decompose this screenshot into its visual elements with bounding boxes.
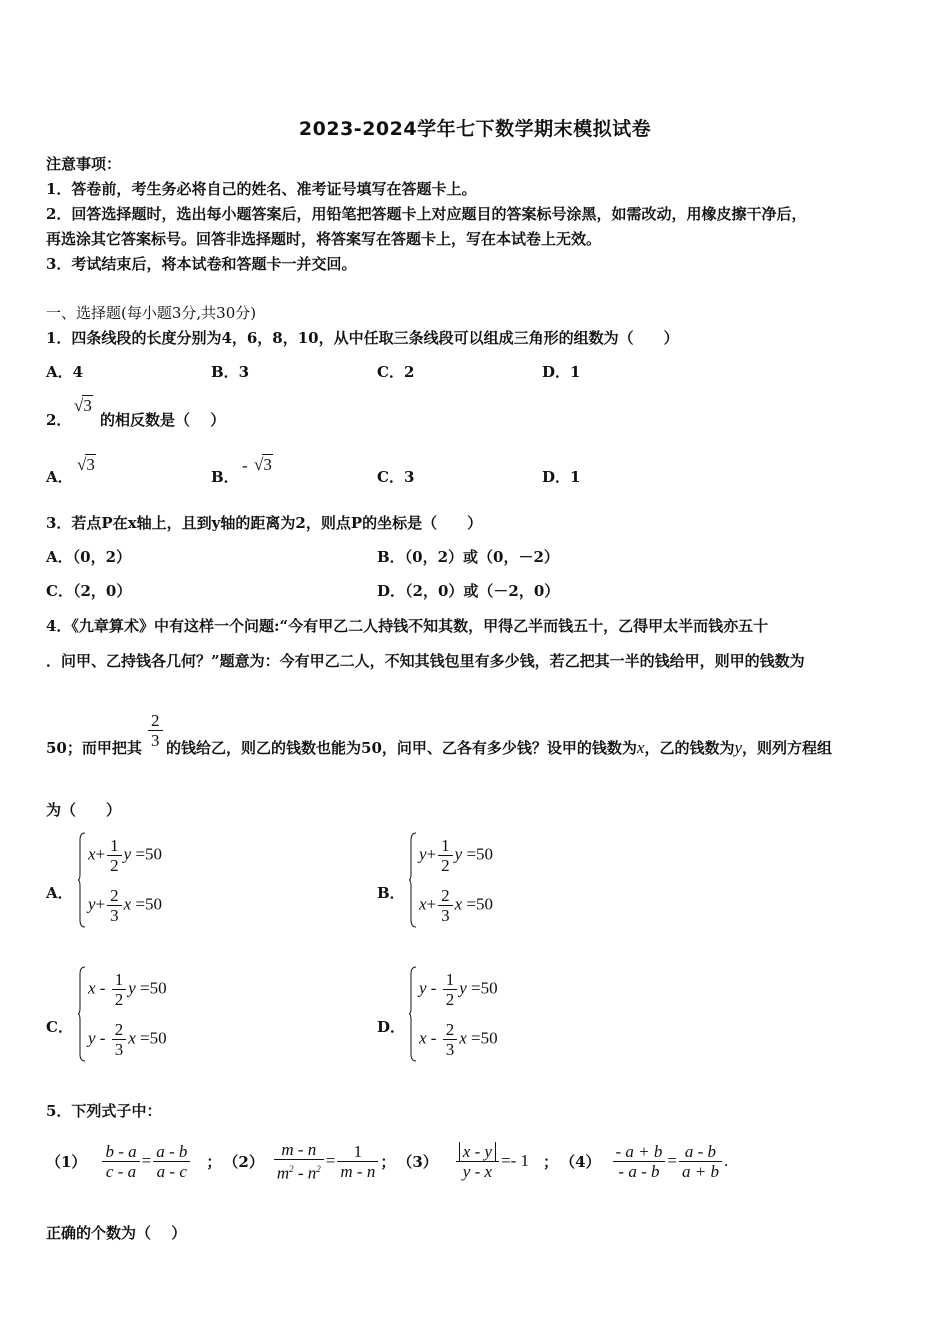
q5-e3-den: y - x [462, 1161, 493, 1181]
q5-e2-sup-m: 2 [289, 1163, 294, 1174]
q5-e4-eq: = [667, 1151, 677, 1170]
q5-e2-den-n: - n [293, 1163, 317, 1183]
q4-line-3c-text: ，乙的钱数为 [644, 739, 735, 757]
eq-value: =50 [471, 1028, 498, 1048]
frac-num: 2 [107, 886, 122, 906]
q5-label-1: （1） [46, 1152, 87, 1171]
q4-line-3d-text: ，则列方程组 [742, 739, 833, 757]
section-heading: 一、选择题(每小题3分,共30分) [46, 304, 257, 322]
q5-e4-right-den: a + b [681, 1161, 719, 1181]
q2-option-d: D．1 [542, 468, 581, 486]
q5-e2-sup-n: 2 [316, 1163, 321, 1174]
q5-e1-right-num: a - b [153, 1142, 190, 1162]
q5-sep-2: ； [380, 1152, 396, 1171]
q2-radicand: 3 [83, 396, 92, 415]
page-title: 2023-2024学年七下数学期末模拟试卷 [298, 118, 652, 140]
q1-option-d: D．1 [542, 363, 581, 381]
frac-den: 3 [110, 906, 119, 925]
q5-expressions [46, 1136, 728, 1186]
q5-e4-left-den: - a - b [618, 1161, 660, 1181]
q5-e1-left-num: b - a [102, 1142, 139, 1162]
q4-line-2: ．问甲、乙持钱各几何？”题意为：今有甲乙二人，不知其钱包里有多少钱，若乙把其一半的钱给甲，则甲的钱数为 [46, 652, 805, 670]
frac-num: 1 [438, 836, 453, 856]
frac-den: 2 [441, 856, 450, 875]
q5-e4-left-num: - a + b [613, 1142, 666, 1162]
q4-var-y: y [734, 738, 742, 757]
brace-icon [78, 832, 86, 928]
frac-num: 2 [443, 1020, 458, 1040]
q4-option-b: B． [377, 884, 405, 902]
q5-e2-right-den: m - n [340, 1161, 376, 1181]
q2-option-a: A． [46, 468, 73, 486]
q4-option-c: C． [46, 1018, 73, 1036]
q4-fraction-den: 3 [151, 731, 160, 750]
op-minus: - [99, 1028, 106, 1048]
frac-num: 1 [107, 836, 122, 856]
eq-value: =50 [466, 894, 494, 914]
q2-option-c: C．3 [377, 468, 415, 486]
op-plus: + [95, 844, 106, 864]
brace-icon [409, 832, 417, 928]
notice-item-1: 1．答卷前，考生务必将自己的姓名、准考证号填写在答题卡上。 [46, 180, 477, 198]
eq-value: =50 [140, 1028, 167, 1048]
q4-line-4: 为（ ） [46, 801, 122, 819]
q2-number: 2． [46, 411, 72, 429]
q5-label-3: （3） [397, 1152, 438, 1171]
q5-e2-right-num: 1 [337, 1142, 378, 1162]
q2-option-a-sqrt: √3 [77, 455, 95, 474]
q5-sep-1: ； [206, 1152, 222, 1171]
frac-den: 3 [114, 1040, 124, 1059]
q5-footer: 正确的个数为（ ） [46, 1224, 187, 1242]
q1-stem: 1．四条线段的长度分别为4，6，8，10，从中任取三条线段可以组成三角形的组数为（ ） [46, 329, 679, 347]
q2-option-b: B． [211, 468, 239, 486]
q5-label-2: （2） [223, 1152, 264, 1171]
op-plus: + [426, 844, 437, 864]
op-minus: - [99, 978, 106, 998]
op-plus: + [426, 894, 437, 914]
notice-item-2: 2．回答选择题时，选出每小题答案后，用铅笔把答题卡上对应题目的答案标号涂黑，如需改动，用橡皮擦干净后， [46, 205, 807, 223]
frac-den: 2 [445, 990, 455, 1009]
frac-den: 3 [441, 906, 450, 925]
notice-heading: 注意事项： [46, 155, 122, 173]
q5-e4-right-num: a - b [679, 1142, 722, 1162]
q2-option-b-sqrt: √3 [254, 455, 272, 474]
notice-item-2-cont: 再选涂其它答案标号。回答非选择题时，将答案写在答题卡上，写在本试卷上无效。 [46, 230, 602, 248]
eq-value: =50 [135, 894, 163, 914]
frac-den: 2 [110, 856, 119, 875]
q3-option-d: D．（2，0）或（－2，0） [377, 582, 560, 600]
notice-item-3: 3．考试结束后，将本试卷和答题卡一并交回。 [46, 255, 357, 273]
q4-fraction [146, 711, 165, 750]
q3-option-c: C．（2，0） [46, 582, 132, 600]
q5-e1-right-den: a - c [156, 1161, 187, 1181]
q2-sqrt: √3 [74, 396, 92, 415]
frac-den: 3 [445, 1040, 455, 1059]
q1-option-c: C．2 [377, 363, 415, 381]
q4-option-a: A． [46, 884, 73, 902]
brace-icon [78, 966, 86, 1062]
q5-e1-eq: = [141, 1151, 152, 1170]
frac-num: 1 [443, 970, 458, 990]
eq-value: =50 [135, 844, 163, 864]
eq-value: =50 [140, 978, 167, 998]
q2-option-a-radicand: 3 [86, 455, 95, 474]
q4-var-x: x [636, 738, 645, 757]
q5-e1-left-den: c - a [105, 1161, 137, 1181]
q4-line-3b-text: 的钱给乙，则乙的钱数也能为50，问甲、乙各有多少钱？设甲的钱数为 [166, 739, 637, 757]
frac-num: 1 [112, 970, 127, 990]
q1-option-b: B．3 [211, 363, 250, 381]
q4-fraction-num: 2 [148, 711, 163, 731]
q4-option-d: D． [377, 1018, 406, 1036]
eq-value: =50 [466, 844, 494, 864]
op-minus: - [430, 978, 437, 998]
q2-option-b-radicand: 3 [263, 455, 272, 474]
eq-value: =50 [471, 978, 498, 998]
frac-num: 2 [112, 1020, 127, 1040]
q3-stem: 3．若点P在x轴上，且到y轴的距离为2，则点P的坐标是（ ） [46, 514, 483, 532]
frac-den: 2 [114, 990, 124, 1009]
q5-e3-abs-num: x - y [459, 1142, 496, 1161]
frac-num: 2 [438, 886, 453, 906]
q5-e2-eq: = [325, 1151, 336, 1170]
q4-line-1: 4．《九章算术》中有这样一个问题:“今有甲乙二人持钱不知其数，甲得乙半而钱五十，乙得甲太半而钱亦五十 [46, 617, 769, 635]
q2-stem-tail: 的相反数是（ ） [100, 411, 226, 429]
q4-line-3b [166, 737, 832, 758]
q5-e2-left-num: m - n [274, 1140, 324, 1160]
q2-option-b-sign: - [242, 456, 248, 475]
q4-line-3a: 50；而甲把其 [46, 739, 142, 757]
q3-option-a: A．（0，2） [46, 548, 132, 566]
q5-e2-den-m: m [276, 1163, 290, 1183]
q5-stem: 5．下列式子中： [46, 1102, 162, 1120]
op-plus: + [95, 894, 106, 914]
q1-option-a: A．4 [46, 363, 84, 381]
q3-option-b: B．（0，2）或（0，－2） [377, 548, 559, 566]
brace-icon [409, 966, 417, 1062]
q5-period: . [723, 1151, 729, 1170]
op-minus: - [430, 1028, 437, 1048]
q5-e3-right: =- 1 [501, 1151, 530, 1170]
q5-label-4: （4） [560, 1152, 601, 1171]
q5-sep-3: ； [543, 1152, 559, 1171]
